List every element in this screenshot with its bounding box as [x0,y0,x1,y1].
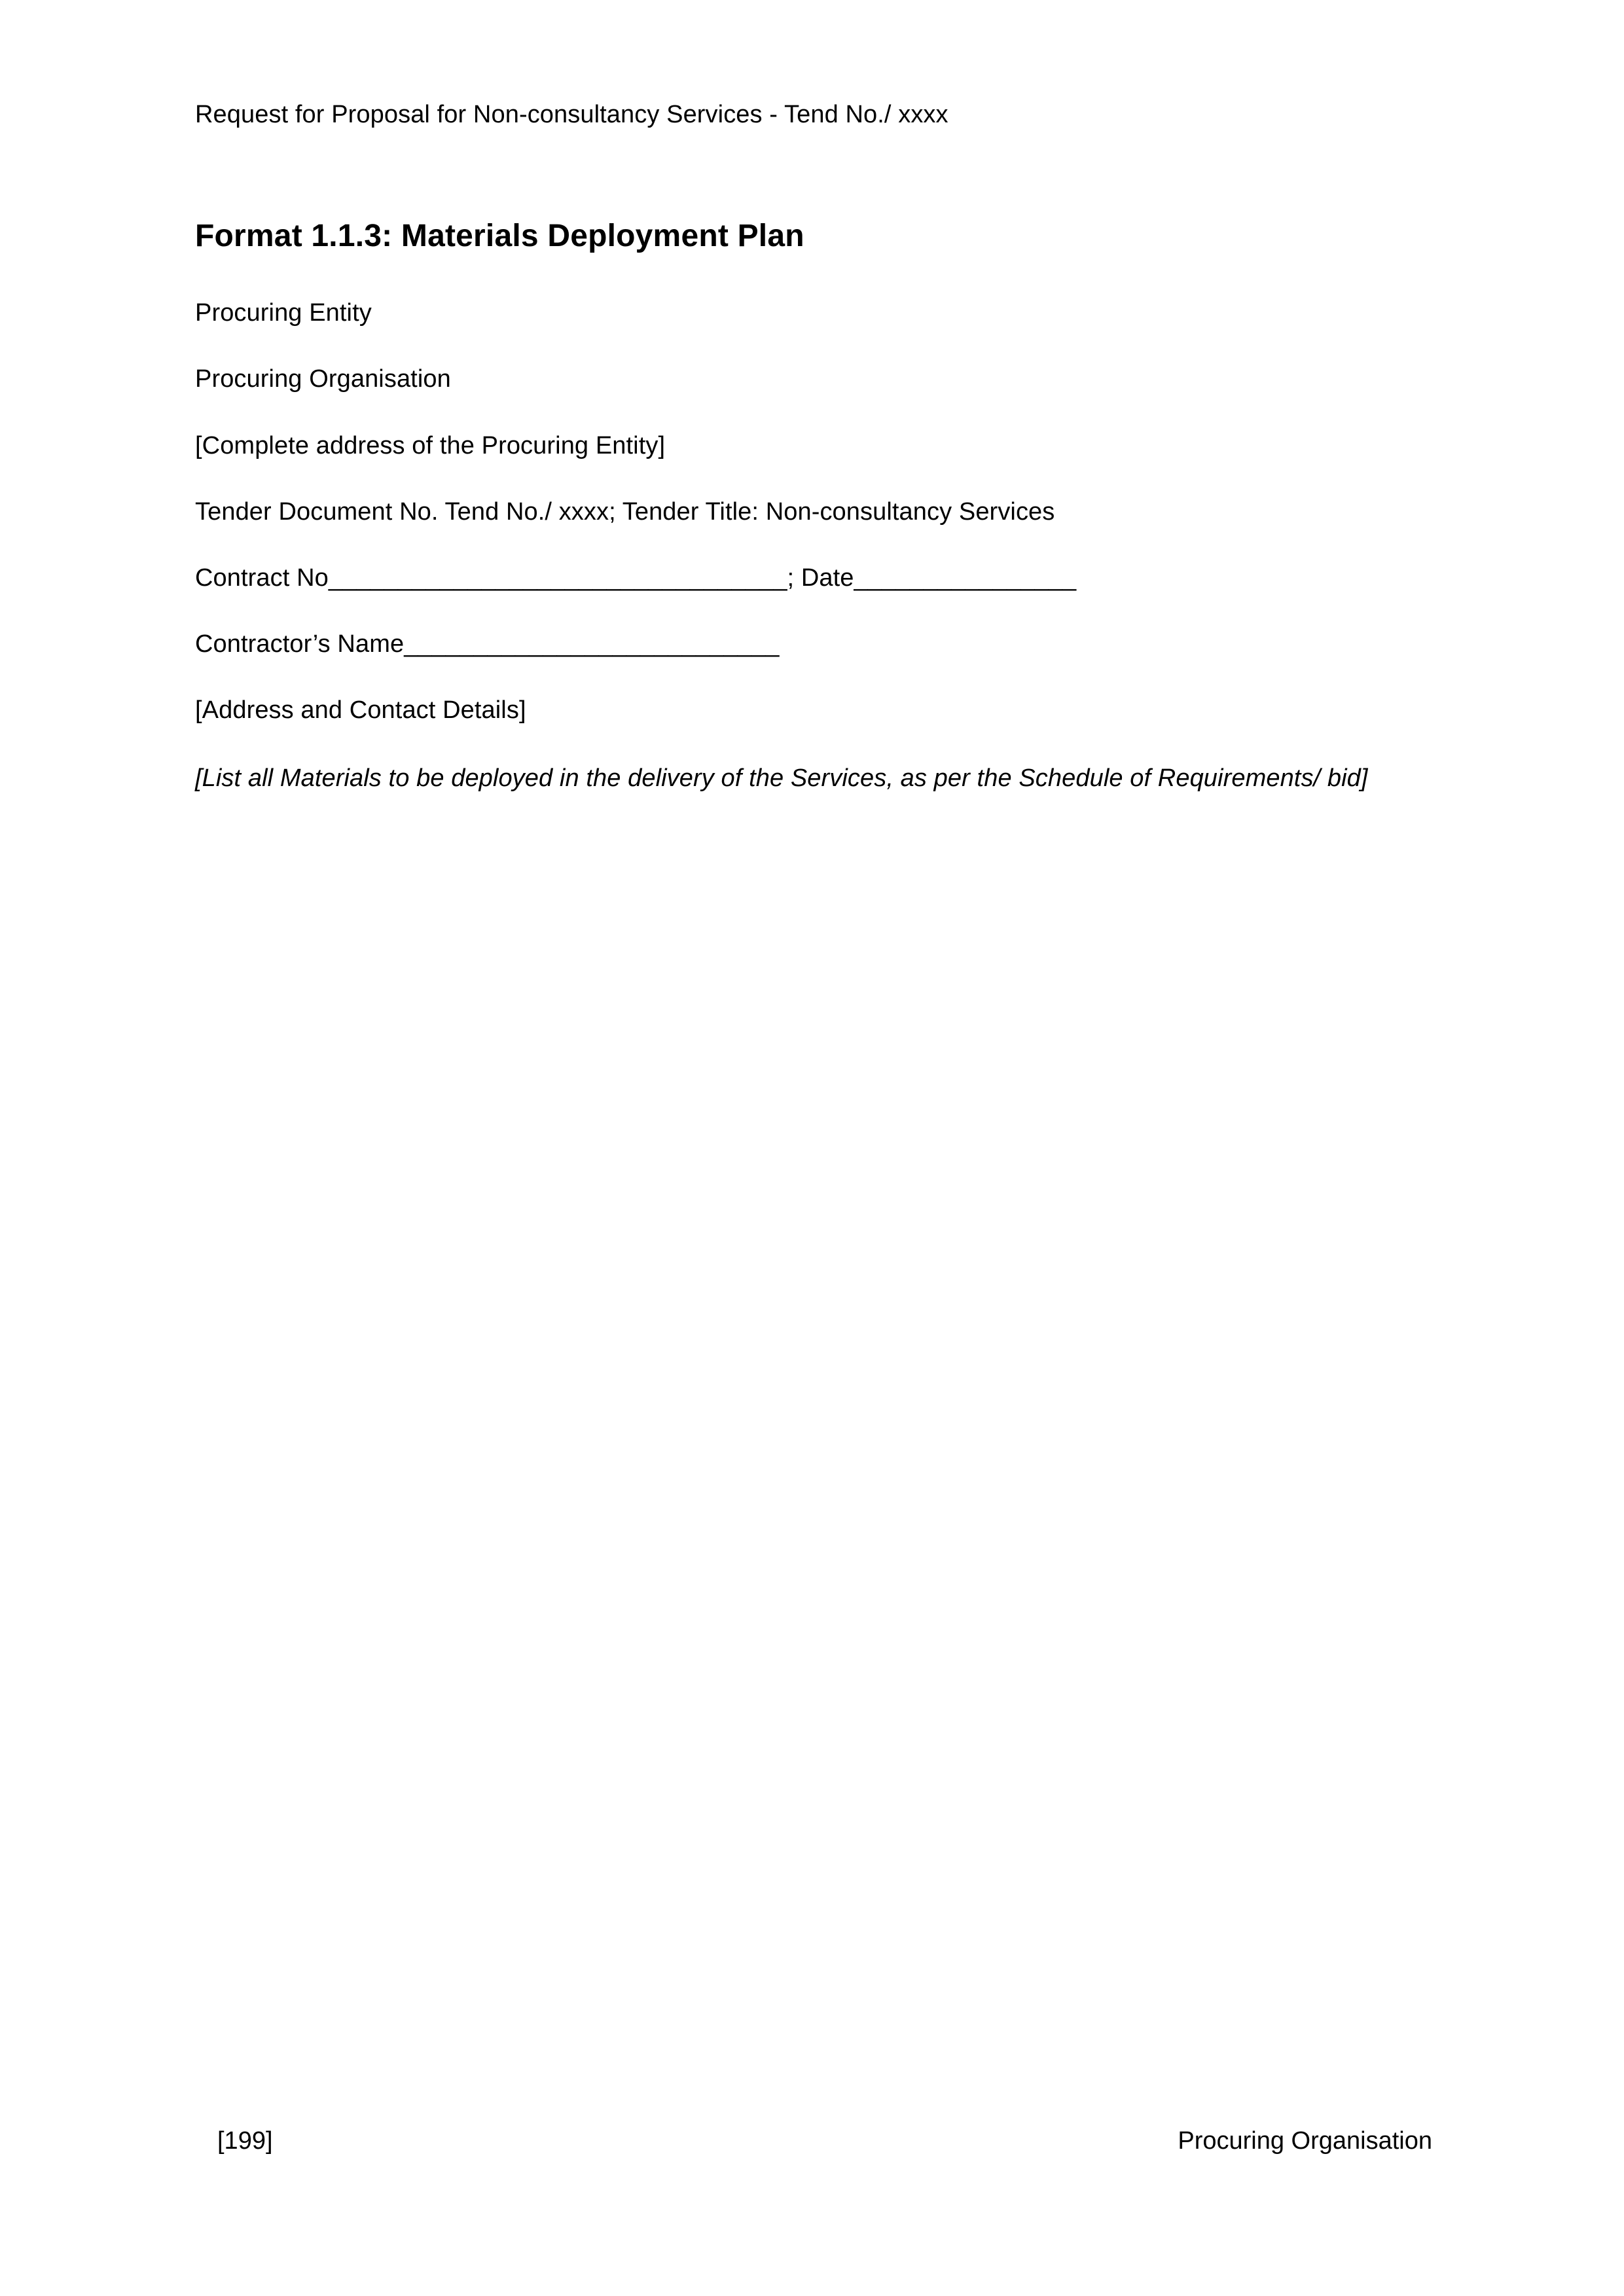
footer-organisation: Procuring Organisation [1178,2127,1432,2155]
paragraph-tender-details: Tender Document No. Tend No./ xxxx; Tender Title: Non-consultancy Services [195,497,1055,526]
paragraph-address-contact: [Address and Contact Details] [195,696,526,725]
paragraph-instruction: [List all Materials to be deployed in the delivery of the Services, as per the Schedule of Requirements/ bid] [195,764,1368,792]
paragraph-procuring-entity: Procuring Entity [195,299,372,327]
paragraph-contract-no-date: Contract No_________________________________; Date________________ [195,564,1077,592]
paragraph-contractor-name: Contractor’s Name___________________________ [195,630,780,658]
paragraph-procuring-organisation: Procuring Organisation [195,365,451,393]
footer-page-number: [199] [217,2127,273,2155]
page-title: Format 1.1.3: Materials Deployment Plan [195,219,804,254]
document-body [195,0,1432,797]
paragraph-address: [Complete address of the Procuring Entity] [195,431,666,459]
document-header: Request for Proposal for Non-consultancy Services - Tend No./ xxxx [195,101,948,128]
page-footer [195,2127,1432,2155]
